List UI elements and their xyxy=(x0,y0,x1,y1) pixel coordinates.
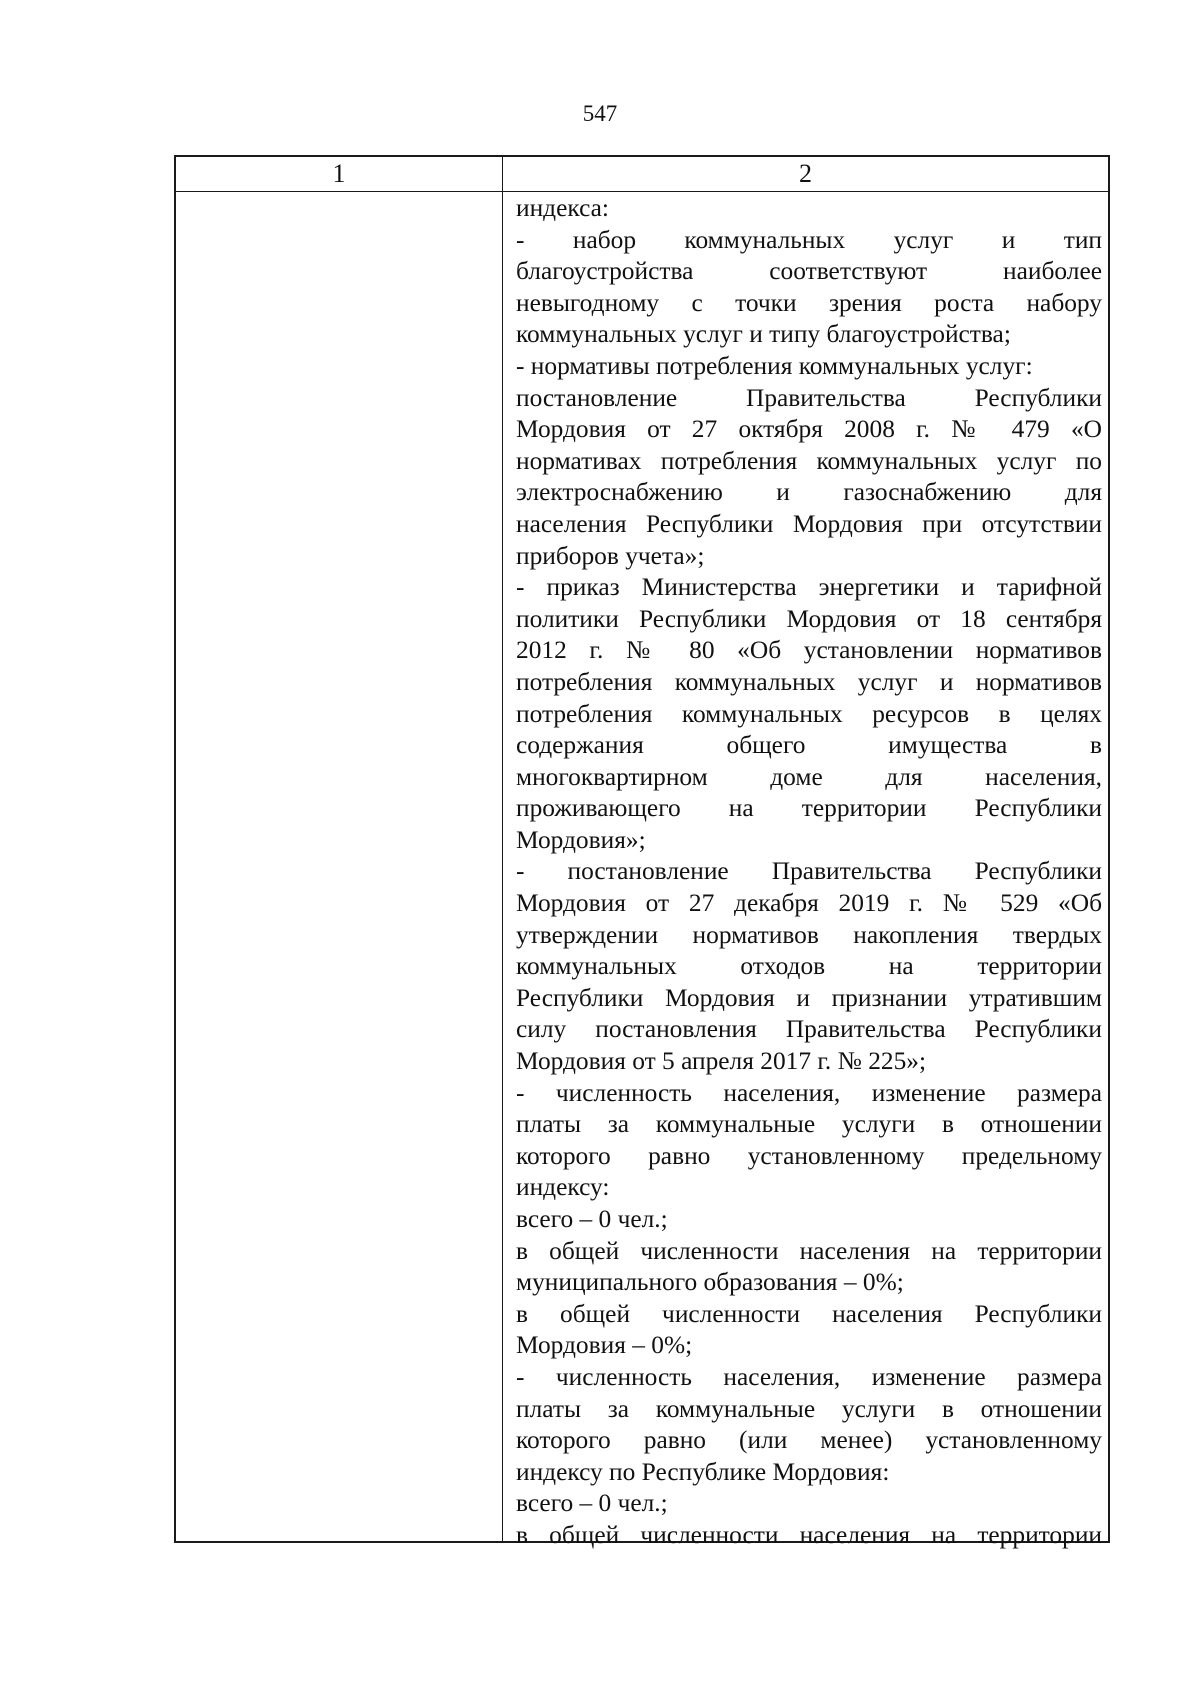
text-line: Мордовия от 27 декабря 2019 г. № 529 «Об xyxy=(516,889,1102,918)
text-line: нормативах потребления коммунальных услуг по xyxy=(516,446,1102,475)
text-line: утверждении нормативов накопления твердых xyxy=(516,920,1102,949)
text-line: населения Республики Мордовия при отсутствии xyxy=(516,509,1102,538)
header-cell-column-1: 1 xyxy=(332,159,346,188)
text-line: которого равно установленному предельному xyxy=(516,1141,1102,1170)
text-line: Республики Мордовия и признании утратившим xyxy=(516,983,1102,1012)
text-line: Мордовия – 0%; xyxy=(516,1331,693,1360)
text-line: невыгодному с точки зрения роста набору xyxy=(516,288,1102,317)
text-line: в общей численности населения на территории xyxy=(516,1520,1102,1549)
text-line: муниципального образования – 0%; xyxy=(516,1268,904,1297)
header-cell-column-2: 2 xyxy=(799,159,812,188)
page-number: 547 xyxy=(582,101,618,126)
text-line: содержания общего имущества в xyxy=(516,731,1102,760)
text-line: - набор коммунальных услуг и тип xyxy=(516,225,1102,254)
document-table xyxy=(174,155,1110,1549)
text-line: политики Республики Мордовия от 18 сентября xyxy=(516,604,1102,633)
text-line: электроснабжению и газоснабжению для xyxy=(516,478,1102,507)
text-line: которого равно (или менее) установленному xyxy=(516,1426,1102,1455)
text-line: потребления коммунальных услуг и нормативов xyxy=(516,667,1102,696)
text-line: Мордовия от 27 октября 2008 г. № 479 «О xyxy=(516,415,1102,444)
column-divider xyxy=(502,157,503,1541)
text-line: - численность населения, изменение размера xyxy=(516,1362,1102,1391)
text-line: индексу: xyxy=(516,1173,610,1202)
text-line: благоустройства соответствуют наиболее xyxy=(516,257,1102,286)
text-line: Мордовия от 5 апреля 2017 г. № 225»; xyxy=(516,1047,927,1076)
text-line: коммунальных отходов на территории xyxy=(516,952,1102,981)
text-line: многоквартирном доме для населения, xyxy=(516,762,1102,791)
text-line: платы за коммунальные услуги в отношении xyxy=(516,1110,1102,1139)
text-line: коммунальных услуг и типу благоустройства; xyxy=(516,320,1011,349)
text-line: индекса: xyxy=(516,194,609,222)
text-line: силу постановления Правительства Республики xyxy=(516,1015,1102,1044)
text-line: всего – 0 чел.; xyxy=(516,1489,668,1518)
column-2-text-block xyxy=(516,193,1102,1552)
text-line: проживающего на территории Республики xyxy=(516,794,1102,823)
text-line: платы за коммунальные услуги в отношении xyxy=(516,1394,1102,1423)
text-line: приборов учета»; xyxy=(516,541,705,570)
text-line: потребления коммунальных ресурсов в целях xyxy=(516,699,1102,728)
text-line: в общей численности населения на территории xyxy=(516,1236,1102,1265)
text-line: постановление Правительства Республики xyxy=(516,383,1102,412)
text-line: индексу по Республике Мордовия: xyxy=(516,1457,890,1486)
text-line: - приказ Министерства энергетики и тарифной xyxy=(516,573,1102,602)
text-line: Мордовия»; xyxy=(516,825,646,854)
text-line: - численность населения, изменение размера xyxy=(516,1078,1102,1107)
text-line: в общей численности населения Республики xyxy=(516,1299,1102,1328)
table-header-row xyxy=(176,157,1108,192)
text-line: - нормативы потребления коммунальных услуг: xyxy=(516,351,1033,380)
text-line: 2012 г. № 80 «Об установлении нормативов xyxy=(516,636,1102,665)
text-line: - постановление Правительства Республики xyxy=(516,857,1102,886)
text-line: всего – 0 чел.; xyxy=(516,1205,668,1233)
